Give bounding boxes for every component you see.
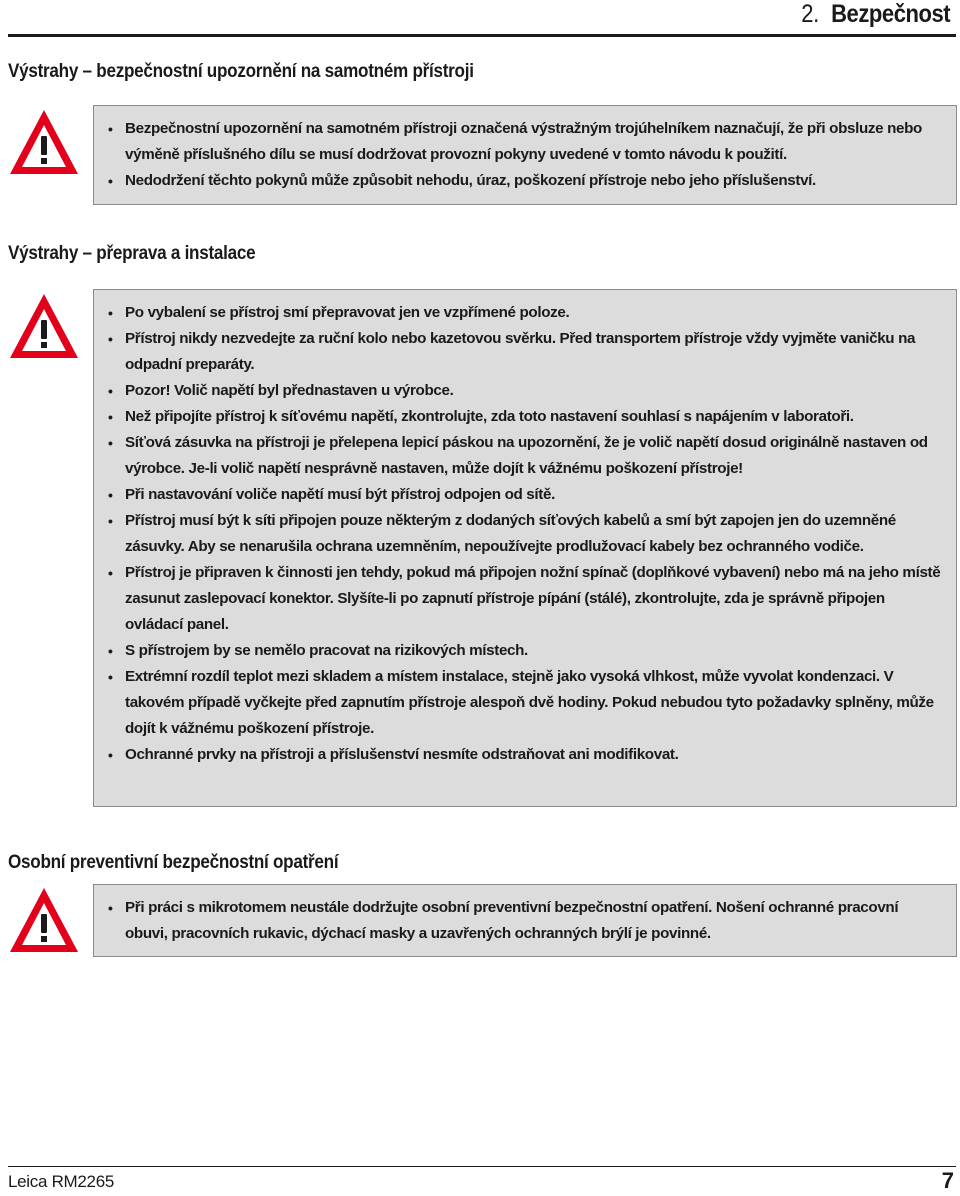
section-heading-personal-safety: Osobní preventivní bezpečnostní opatření	[8, 852, 339, 873]
warning-triangle-icon	[7, 884, 81, 956]
page-number: 7	[941, 1168, 954, 1193]
chapter-number: 2.	[801, 0, 819, 28]
section-heading-device-warnings: Výstrahy – bezpečnostní upozornění na samotném přístroji	[8, 61, 474, 82]
page-header	[8, 0, 956, 37]
list-item: • Přístroj nikdy nezvedejte za ruční kolo nebo kazetovou svěrku. Před transportem přístroje vždy vyjměte vaničku na odpadní preparáty.	[108, 326, 942, 378]
warning-box-personal	[93, 884, 957, 957]
list-item: • Nedodržení těchto pokynů může způsobit nehodu, úraz, poškození přístroje nebo jeho příslušenství.	[108, 168, 942, 194]
footer-product: Leica RM2265	[8, 1172, 115, 1191]
chapter-title	[801, 0, 950, 29]
warning-box-transport	[93, 289, 957, 807]
list-item: • Než připojíte přístroj k síťovému napětí, zkontrolujte, zda toto nastavení souhlasí s napájením v laboratoři.	[108, 404, 942, 430]
list-item: • S přístrojem by se nemělo pracovat na rizikových místech.	[108, 638, 942, 664]
section-heading-transport: Výstrahy – přeprava a instalace	[8, 243, 256, 264]
warning-triangle-icon	[7, 290, 81, 362]
list-item: • Extrémní rozdíl teplot mezi skladem a místem instalace, stejně jako vysoká vlhkost, může vyvolat kondenzaci. V takovém případě vyčkejte před zapnutím přístroje alespoň dvě hodiny. Pokud nebudou tyto požadavky splněny, může dojít k vážnému poškození přístroje.	[108, 664, 942, 742]
list-item: • Přístroj je připraven k činnosti jen tehdy, pokud má připojen nožní spínač (doplňkové vybavení) nebo má na jeho místě zasunut zaslepovací konektor. Slyšíte-li po zapnutí přístroje pípání (stálé), zkontrolujte, zda je správně připojen ovládací panel.	[108, 560, 942, 638]
list-item: • Po vybalení se přístroj smí přepravovat jen ve vzpřímené poloze.	[108, 300, 942, 326]
chapter-name: Bezpečnost	[830, 0, 950, 28]
list-item: • Při práci s mikrotomem neustále dodržujte osobní preventivní bezpečnostní opatření. Nošení ochranné pracovní obuvi, pracovních rukavic, dýchací masky a uzavřených ochranných brýlí je povinné.	[108, 895, 942, 947]
list-item: • Při nastavování voliče napětí musí být přístroj odpojen od sítě.	[108, 482, 942, 508]
list-item: • Bezpečnostní upozornění na samotném přístroji označená výstražným trojúhelníkem naznačují, že při obsluze nebo výměně příslušného dílu se musí dodržovat provozní pokyny uvedené v tomto návodu k použití.	[108, 116, 942, 168]
list-item: • Pozor! Volič napětí byl přednastaven u výrobce.	[108, 378, 942, 404]
warning-box-device	[93, 105, 957, 205]
list-item: • Síťová zásuvka na přístroji je přelepena lepicí páskou na upozornění, že je volič napětí dosud originálně nastaven od výrobce. Je-li volič napětí nesprávně nastaven, může dojít k vážnému poškození přístroje!	[108, 430, 942, 482]
list-item: • Přístroj musí být k síti připojen pouze některým z dodaných síťových kabelů a smí být zapojen jen do uzemněné zásuvky. Aby se nenarušila ochrana uzemněním, nepoužívejte prodlužovací kabely bez ochranného vodiče.	[108, 508, 942, 560]
footer-divider	[8, 1166, 956, 1167]
list-item: • Ochranné prvky na přístroji a příslušenství nesmíte odstraňovat ani modifikovat.	[108, 742, 942, 768]
warning-triangle-icon	[7, 106, 81, 178]
